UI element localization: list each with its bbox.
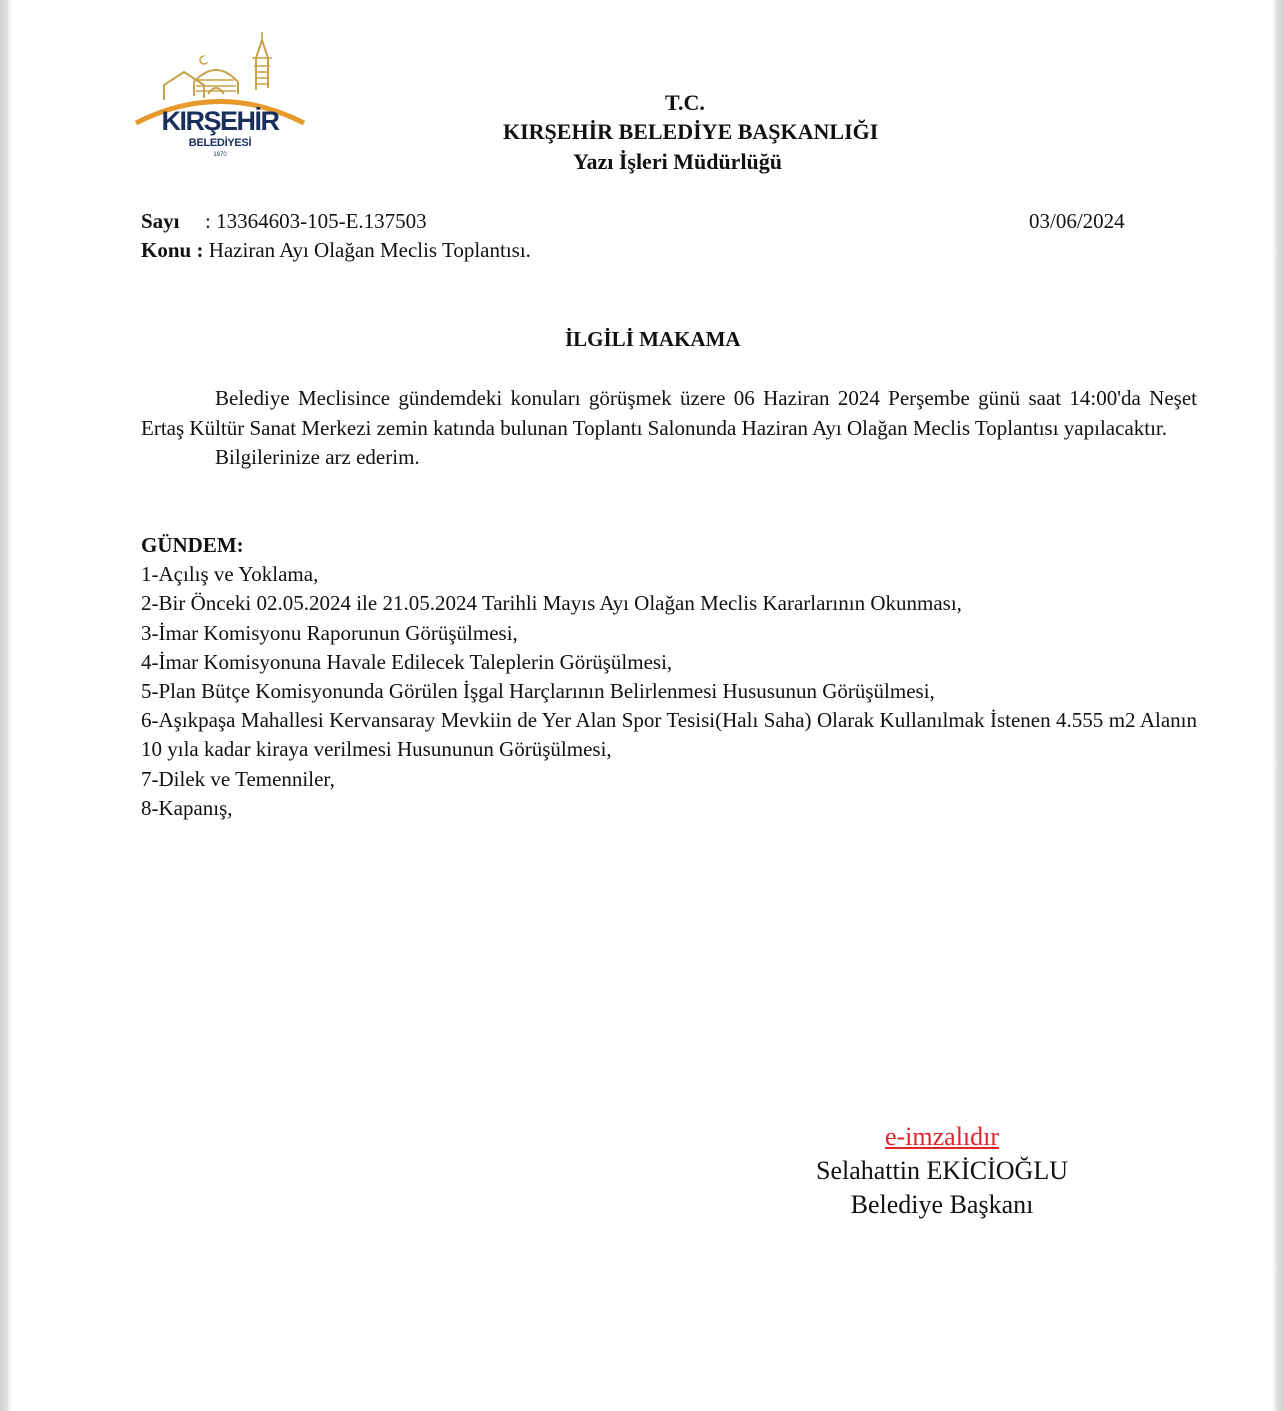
body-closing: Bilgilerinize arz ederim.: [215, 445, 420, 469]
body-paragraph: Belediye Meclisince gündemdeki konuları görüşmek üzere 06 Haziran 2024 Perşembe günü saat 14:00'da Neşet Ertaş Kültür Sanat Merkezi zemin katında bulunan Toplantı Salonunda Haziran Ayı Olağan Meclis Toplantısı yapılacaktır.: [141, 386, 1197, 440]
page-edge-left-inner: [8, 0, 11, 1411]
e-signature-link[interactable]: e-imzalıdır: [884, 1122, 1000, 1151]
logo-name: KIRŞEHİR: [161, 106, 279, 136]
subject-line: [141, 238, 531, 263]
page-edge-right: [1276, 0, 1284, 1411]
agenda-item: 4-İmar Komisyonuna Havale Edilecek Taleplerin Görüşülmesi,: [141, 649, 673, 674]
reference-label: Sayı: [141, 209, 180, 233]
signatory-name: Selahattin EKİCİOĞLU: [815, 1156, 1068, 1185]
header-department: Yazı İşleri Müdürlüğü: [573, 149, 783, 174]
header-institution: KIRŞEHİR BELEDİYE BAŞKANLIĞI: [503, 119, 879, 144]
header-tc: T.C.: [665, 90, 705, 115]
agenda-item: 6-Aşıkpaşa Mahallesi Kervansaray Mevkiin de Yer Alan Spor Tesisi(Halı Saha) Olarak Kullanılmak İstenen 4.555 m2 Alanın 10 yıla kadar kiraya verilmesi Husununun Görüşülmesi,: [141, 708, 1197, 762]
agenda-item: 5-Plan Bütçe Komisyonunda Görülen İşgal Harçlarının Belirlenmesi Hususunun Görüşülmesi,: [141, 679, 935, 704]
logo-subtitle: BELEDİYESİ: [188, 137, 252, 149]
page-edge-right-inner: [1273, 0, 1276, 1411]
document-date: 03/06/2024: [1029, 209, 1125, 233]
signatory-title: Belediye Başkanı: [850, 1190, 1034, 1219]
subject-value: Haziran Ayı Olağan Meclis Toplantısı.: [208, 238, 531, 262]
reference-number: [141, 209, 427, 234]
page-edge-left: [0, 0, 8, 1411]
agenda-item: 3-İmar Komisyonu Raporunun Görüşülmesi,: [141, 620, 518, 645]
agenda-item: 2-Bir Önceki 02.05.2024 ile 21.05.2024 Tarihli Mayıs Ayı Olağan Meclis Kararlarının Okunması,: [141, 591, 962, 616]
reference-value: : 13364603-105-E.137503: [205, 209, 427, 233]
logo-year: 1870: [213, 152, 227, 158]
municipality-logo: [134, 30, 306, 166]
letter-body: [141, 384, 1197, 473]
subject-label: Konu :: [141, 238, 204, 262]
agenda-title: GÜNDEM:: [141, 533, 244, 557]
agenda: [141, 531, 1197, 823]
agenda-item: 7-Dilek ve Temenniler,: [141, 766, 335, 791]
agenda-item: 8-Kapanış,: [141, 795, 233, 820]
agenda-item: 1-Açılış ve Yoklama,: [141, 562, 319, 587]
salutation: İLGİLİ MAKAMA: [565, 327, 741, 351]
